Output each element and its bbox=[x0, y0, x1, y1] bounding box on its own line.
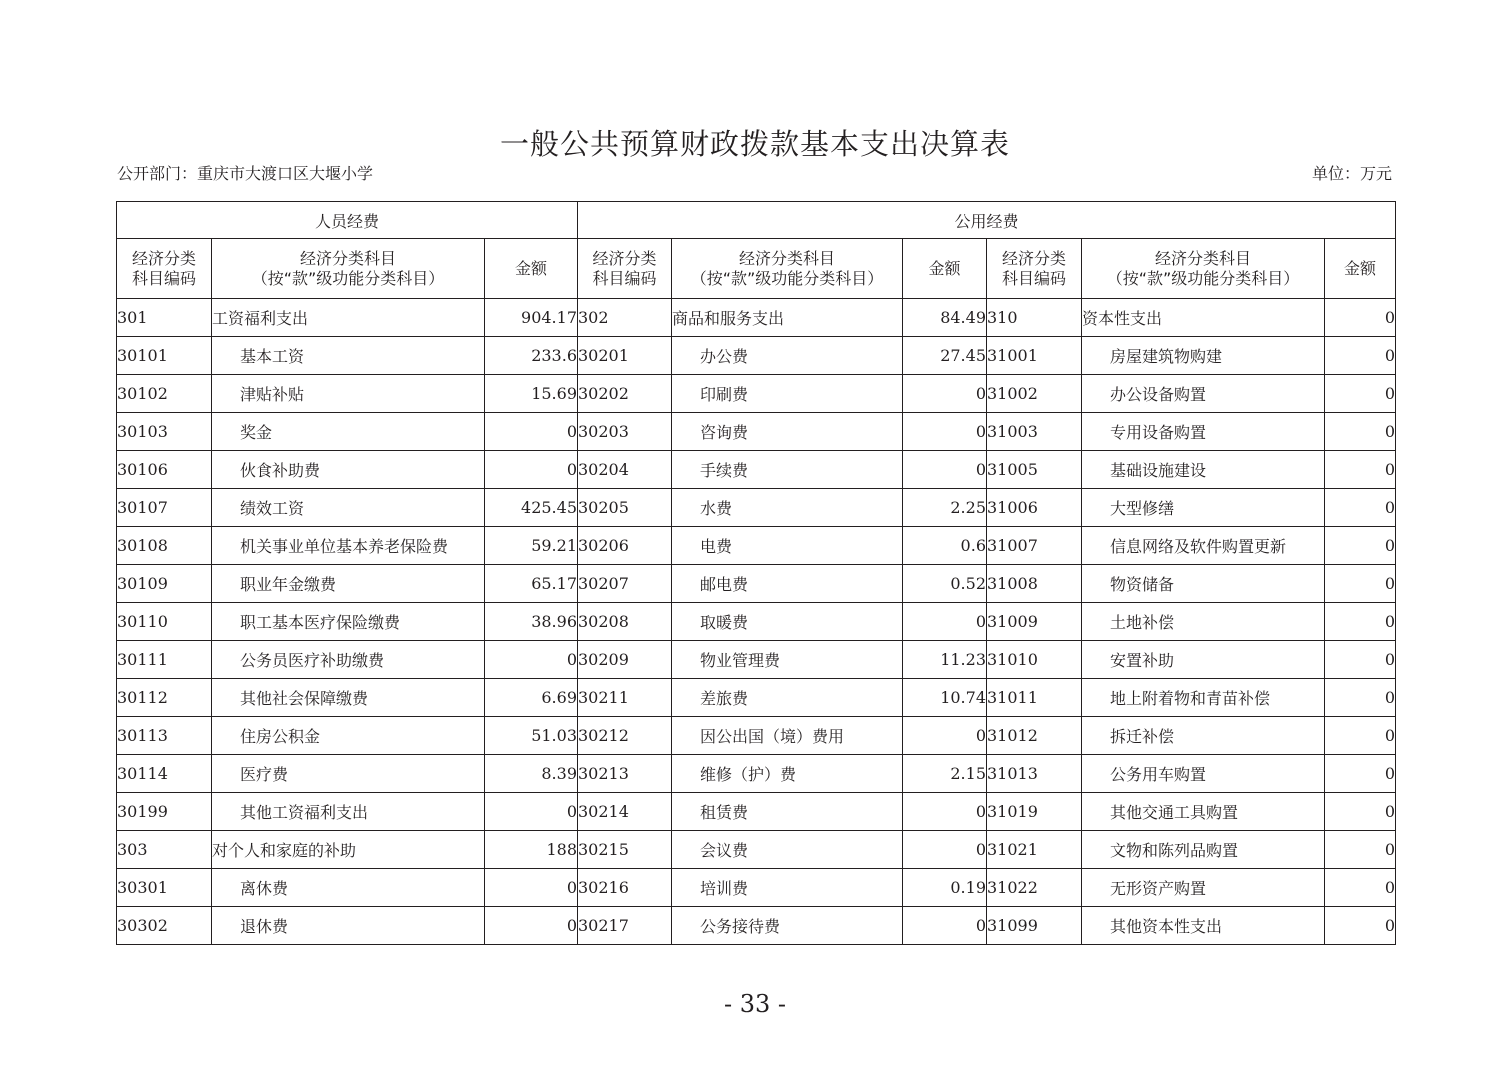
cell-amount: 0 bbox=[1325, 565, 1396, 603]
cell-name: 安置补助 bbox=[1082, 641, 1325, 679]
cell-amount: 15.69 bbox=[485, 375, 578, 413]
cell-amount: 0 bbox=[485, 451, 578, 489]
cell-code: 30103 bbox=[117, 413, 212, 451]
table-row bbox=[117, 375, 1396, 413]
cell-code: 30112 bbox=[117, 679, 212, 717]
cell-amount: 0 bbox=[903, 451, 987, 489]
cell-name: 商品和服务支出 bbox=[672, 299, 903, 337]
cell-name: 手续费 bbox=[672, 451, 903, 489]
cell-name: 基础设施建设 bbox=[1082, 451, 1325, 489]
cell-amount: 0 bbox=[1325, 375, 1396, 413]
cell-amount: 59.21 bbox=[485, 527, 578, 565]
header-name: 经济分类科目 （按“款”级功能分类科目） bbox=[212, 239, 485, 299]
table-row bbox=[117, 869, 1396, 907]
cell-name: 因公出国（境）费用 bbox=[672, 717, 903, 755]
table-row bbox=[117, 679, 1396, 717]
cell-amount: 0 bbox=[485, 869, 578, 907]
cell-name: 专用设备购置 bbox=[1082, 413, 1325, 451]
cell-amount: 2.25 bbox=[903, 489, 987, 527]
cell-amount: 0 bbox=[1325, 641, 1396, 679]
cell-name: 地上附着物和青苗补偿 bbox=[1082, 679, 1325, 717]
table-row bbox=[117, 451, 1396, 489]
cell-name: 离休费 bbox=[212, 869, 485, 907]
cell-code: 30111 bbox=[117, 641, 212, 679]
cell-code: 31021 bbox=[987, 831, 1082, 869]
table-row bbox=[117, 755, 1396, 793]
cell-amount: 0 bbox=[903, 907, 987, 945]
section-personnel: 人员经费 bbox=[117, 202, 578, 239]
cell-name: 资本性支出 bbox=[1082, 299, 1325, 337]
cell-name: 房屋建筑物购建 bbox=[1082, 337, 1325, 375]
cell-code: 302 bbox=[578, 299, 672, 337]
cell-name: 基本工资 bbox=[212, 337, 485, 375]
cell-amount: 0 bbox=[1325, 299, 1396, 337]
cell-name: 印刷费 bbox=[672, 375, 903, 413]
cell-code: 30106 bbox=[117, 451, 212, 489]
table-row bbox=[117, 793, 1396, 831]
cell-name: 物业管理费 bbox=[672, 641, 903, 679]
header-name: 经济分类科目 （按“款”级功能分类科目） bbox=[672, 239, 903, 299]
cell-code: 31011 bbox=[987, 679, 1082, 717]
cell-name: 大型修缮 bbox=[1082, 489, 1325, 527]
cell-amount: 0 bbox=[903, 375, 987, 413]
header-code: 经济分类 科目编码 bbox=[578, 239, 672, 299]
cell-amount: 0 bbox=[1325, 831, 1396, 869]
cell-amount: 38.96 bbox=[485, 603, 578, 641]
cell-amount: 425.45 bbox=[485, 489, 578, 527]
table-row bbox=[117, 489, 1396, 527]
cell-amount: 0 bbox=[1325, 527, 1396, 565]
cell-code: 30302 bbox=[117, 907, 212, 945]
cell-name: 机关事业单位基本养老保险费 bbox=[212, 527, 485, 565]
cell-name: 培训费 bbox=[672, 869, 903, 907]
cell-amount: 233.6 bbox=[485, 337, 578, 375]
cell-code: 31022 bbox=[987, 869, 1082, 907]
table-row bbox=[117, 717, 1396, 755]
cell-amount: 2.15 bbox=[903, 755, 987, 793]
cell-code: 31007 bbox=[987, 527, 1082, 565]
cell-amount: 904.17 bbox=[485, 299, 578, 337]
cell-amount: 11.23 bbox=[903, 641, 987, 679]
table-row bbox=[117, 565, 1396, 603]
header-amount: 金额 bbox=[903, 239, 987, 299]
table-row bbox=[117, 831, 1396, 869]
cell-amount: 0 bbox=[1325, 413, 1396, 451]
cell-code: 30114 bbox=[117, 755, 212, 793]
cell-code: 30202 bbox=[578, 375, 672, 413]
cell-code: 30213 bbox=[578, 755, 672, 793]
cell-amount: 0 bbox=[1325, 907, 1396, 945]
cell-name: 办公设备购置 bbox=[1082, 375, 1325, 413]
cell-amount: 0 bbox=[485, 907, 578, 945]
cell-amount: 6.69 bbox=[485, 679, 578, 717]
cell-code: 30101 bbox=[117, 337, 212, 375]
cell-code: 30214 bbox=[578, 793, 672, 831]
cell-amount: 0 bbox=[903, 603, 987, 641]
cell-code: 30211 bbox=[578, 679, 672, 717]
cell-code: 30204 bbox=[578, 451, 672, 489]
cell-code: 30107 bbox=[117, 489, 212, 527]
cell-code: 31013 bbox=[987, 755, 1082, 793]
table-row bbox=[117, 299, 1396, 337]
table-row bbox=[117, 907, 1396, 945]
cell-code: 31019 bbox=[987, 793, 1082, 831]
cell-amount: 65.17 bbox=[485, 565, 578, 603]
cell-code: 30208 bbox=[578, 603, 672, 641]
cell-code: 31006 bbox=[987, 489, 1082, 527]
cell-amount: 10.74 bbox=[903, 679, 987, 717]
cell-name: 津贴补贴 bbox=[212, 375, 485, 413]
cell-code: 30113 bbox=[117, 717, 212, 755]
cell-code: 30205 bbox=[578, 489, 672, 527]
cell-name: 住房公积金 bbox=[212, 717, 485, 755]
cell-amount: 0 bbox=[1325, 717, 1396, 755]
cell-code: 30301 bbox=[117, 869, 212, 907]
cell-name: 奖金 bbox=[212, 413, 485, 451]
cell-amount: 0 bbox=[1325, 603, 1396, 641]
cell-amount: 0 bbox=[1325, 679, 1396, 717]
cell-name: 退休费 bbox=[212, 907, 485, 945]
cell-name: 电费 bbox=[672, 527, 903, 565]
cell-name: 会议费 bbox=[672, 831, 903, 869]
cell-amount: 0.6 bbox=[903, 527, 987, 565]
budget-table bbox=[116, 201, 1396, 945]
cell-code: 30201 bbox=[578, 337, 672, 375]
cell-amount: 0 bbox=[1325, 869, 1396, 907]
cell-amount: 84.49 bbox=[903, 299, 987, 337]
cell-code: 30207 bbox=[578, 565, 672, 603]
cell-name: 对个人和家庭的补助 bbox=[212, 831, 485, 869]
cell-amount: 0 bbox=[485, 413, 578, 451]
cell-code: 31009 bbox=[987, 603, 1082, 641]
cell-name: 拆迁补偿 bbox=[1082, 717, 1325, 755]
cell-amount: 0.19 bbox=[903, 869, 987, 907]
cell-name: 其他社会保障缴费 bbox=[212, 679, 485, 717]
page-number: - 33 - bbox=[723, 990, 786, 1018]
cell-code: 31008 bbox=[987, 565, 1082, 603]
cell-amount: 0.52 bbox=[903, 565, 987, 603]
cell-name: 土地补偿 bbox=[1082, 603, 1325, 641]
cell-code: 31002 bbox=[987, 375, 1082, 413]
cell-name: 取暖费 bbox=[672, 603, 903, 641]
table-row bbox=[117, 527, 1396, 565]
cell-name: 其他交通工具购置 bbox=[1082, 793, 1325, 831]
table-body bbox=[117, 299, 1396, 945]
cell-name: 咨询费 bbox=[672, 413, 903, 451]
cell-name: 维修（护）费 bbox=[672, 755, 903, 793]
column-header-row bbox=[117, 239, 1396, 299]
cell-amount: 0 bbox=[903, 717, 987, 755]
cell-code: 30216 bbox=[578, 869, 672, 907]
header-amount: 金额 bbox=[485, 239, 578, 299]
cell-name: 信息网络及软件购置更新 bbox=[1082, 527, 1325, 565]
cell-name: 租赁费 bbox=[672, 793, 903, 831]
cell-name: 公务接待费 bbox=[672, 907, 903, 945]
cell-name: 公务员医疗补助缴费 bbox=[212, 641, 485, 679]
cell-name: 伙食补助费 bbox=[212, 451, 485, 489]
cell-name: 其他工资福利支出 bbox=[212, 793, 485, 831]
cell-code: 30110 bbox=[117, 603, 212, 641]
header-amount: 金额 bbox=[1325, 239, 1396, 299]
cell-code: 30206 bbox=[578, 527, 672, 565]
cell-code: 30212 bbox=[578, 717, 672, 755]
section-public: 公用经费 bbox=[578, 202, 1396, 239]
cell-code: 303 bbox=[117, 831, 212, 869]
cell-code: 31012 bbox=[987, 717, 1082, 755]
cell-name: 水费 bbox=[672, 489, 903, 527]
cell-code: 30203 bbox=[578, 413, 672, 451]
cell-name: 医疗费 bbox=[212, 755, 485, 793]
table-row bbox=[117, 413, 1396, 451]
header-code: 经济分类 科目编码 bbox=[117, 239, 212, 299]
cell-code: 31010 bbox=[987, 641, 1082, 679]
cell-code: 31005 bbox=[987, 451, 1082, 489]
cell-code: 30109 bbox=[117, 565, 212, 603]
table-row bbox=[117, 337, 1396, 375]
cell-code: 31003 bbox=[987, 413, 1082, 451]
cell-name: 文物和陈列品购置 bbox=[1082, 831, 1325, 869]
cell-name: 职业年金缴费 bbox=[212, 565, 485, 603]
cell-amount: 0 bbox=[1325, 755, 1396, 793]
cell-name: 差旅费 bbox=[672, 679, 903, 717]
cell-amount: 0 bbox=[1325, 337, 1396, 375]
cell-amount: 51.03 bbox=[485, 717, 578, 755]
cell-amount: 0 bbox=[1325, 793, 1396, 831]
cell-amount: 0 bbox=[1325, 451, 1396, 489]
cell-code: 310 bbox=[987, 299, 1082, 337]
cell-code: 31099 bbox=[987, 907, 1082, 945]
cell-name: 其他资本性支出 bbox=[1082, 907, 1325, 945]
table-row bbox=[117, 641, 1396, 679]
header-code: 经济分类 科目编码 bbox=[987, 239, 1082, 299]
cell-code: 31001 bbox=[987, 337, 1082, 375]
cell-name: 邮电费 bbox=[672, 565, 903, 603]
cell-name: 无形资产购置 bbox=[1082, 869, 1325, 907]
cell-code: 30102 bbox=[117, 375, 212, 413]
cell-amount: 0 bbox=[903, 793, 987, 831]
cell-amount: 0 bbox=[1325, 489, 1396, 527]
cell-name: 物资储备 bbox=[1082, 565, 1325, 603]
cell-amount: 0 bbox=[903, 831, 987, 869]
header-name: 经济分类科目 （按“款”级功能分类科目） bbox=[1082, 239, 1325, 299]
page-title: 一般公共预算财政拨款基本支出决算表 bbox=[499, 127, 1010, 161]
cell-name: 职工基本医疗保险缴费 bbox=[212, 603, 485, 641]
cell-amount: 0 bbox=[485, 641, 578, 679]
cell-code: 30209 bbox=[578, 641, 672, 679]
cell-amount: 27.45 bbox=[903, 337, 987, 375]
cell-name: 工资福利支出 bbox=[212, 299, 485, 337]
cell-name: 绩效工资 bbox=[212, 489, 485, 527]
cell-amount: 0 bbox=[485, 793, 578, 831]
department-label: 公开部门：重庆市大渡口区大堰小学 bbox=[117, 164, 374, 183]
unit-label: 单位：万元 bbox=[1311, 164, 1392, 183]
cell-name: 公务用车购置 bbox=[1082, 755, 1325, 793]
cell-amount: 0 bbox=[903, 413, 987, 451]
cell-amount: 8.39 bbox=[485, 755, 578, 793]
cell-name: 办公费 bbox=[672, 337, 903, 375]
cell-code: 30108 bbox=[117, 527, 212, 565]
cell-code: 30199 bbox=[117, 793, 212, 831]
cell-amount: 188 bbox=[485, 831, 578, 869]
cell-code: 301 bbox=[117, 299, 212, 337]
cell-code: 30215 bbox=[578, 831, 672, 869]
cell-code: 30217 bbox=[578, 907, 672, 945]
table-row bbox=[117, 603, 1396, 641]
